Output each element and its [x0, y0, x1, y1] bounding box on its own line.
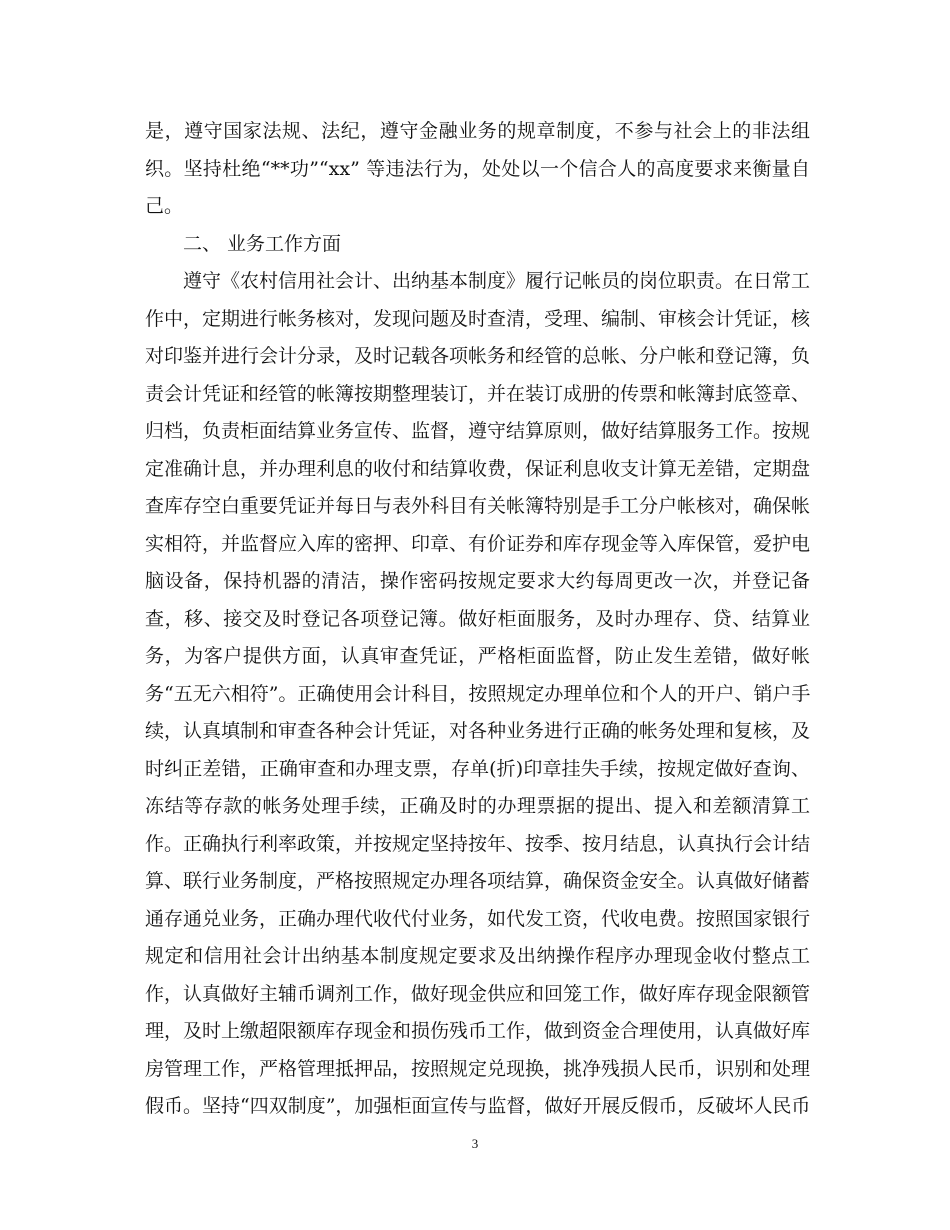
text-line: 房管理工作，严格管理抵押品，按照规定兑现换，挑净残损人民币，识别和处理 [145, 1057, 811, 1080]
text-line: 假币。坚持“四双制度”，加强柜面宣传与监督，做好开展反假币，反破坏人民币 [145, 1095, 811, 1117]
text-line: 定准确计息，并办理利息的收付和结算收费，保证利息收支计算无差错，定期盘 [145, 457, 811, 480]
body-text [145, 113, 810, 1126]
text-line: 遵守《农村信用社会计、出纳基本制度》履行记帐员的岗位职责。在日常工 [183, 270, 811, 292]
text-line: 责会计凭证和经管的帐簿按期整理装订，并在装订成册的传票和帐簿封底签章、 [145, 382, 811, 405]
page-number: 3 [471, 1136, 479, 1151]
text-line: 务“五无六相符”。正确使用会计科目，按照规定办理单位和个人的开户、销户手 [145, 682, 811, 705]
text-line: 算、联行业务制度，严格按照规定办理各项结算，确保资金安全。认真做好储蓄 [145, 870, 811, 892]
text-line: 规定和信用社会计出纳基本制度规定要求及出纳操作程序办理现金收付整点工 [145, 945, 810, 967]
text-line: 实相符，并监督应入库的密押、印章、有价证券和库存现金等入库保管，爱护电 [145, 532, 811, 555]
text-line: 查库存空白重要凭证并每日与表外科目有关帐簿特别是手工分户帐核对，确保帐 [145, 495, 811, 517]
text-line: 织。坚持杜绝“**功”“xx” 等违法行为，处处以一个信合人的高度要求来衡量自 [145, 157, 810, 180]
text-line: 务，为客户提供方面，认真审查凭证，严格柜面监督，防止发生差错，做好帐 [145, 645, 810, 667]
text-line: 己。 [145, 195, 184, 217]
text-line: 作，认真做好主辅币调剂工作，做好现金供应和回笼工作，做好库存现金限额管 [145, 982, 811, 1005]
text-line: 续，认真填制和审查各种会计凭证，对各种业务进行正确的帐务处理和复核，及 [145, 720, 811, 742]
text-line: 作中，定期进行帐务核对，发现问题及时查清，受理、编制、审核会计凭证，核 [145, 307, 811, 330]
text-line: 归档，负责柜面结算业务宣传、监督，遵守结算原则，做好结算服务工作。按规 [145, 420, 811, 442]
text-line: 冻结等存款的帐务处理手续，正确及时的办理票据的提出、提入和差额清算工 [145, 795, 810, 817]
text-line: 对印鉴并进行会计分录，及时记载各项帐务和经管的总帐、分户帐和登记簿，负 [145, 345, 811, 367]
text-line: 是，遵守国家法规、法纪，遵守金融业务的规章制度，不参与社会上的非法组 [145, 120, 810, 142]
text-line: 通存通兑业务，正确办理代收代付业务，如代发工资，代收电费。按照国家银行 [145, 907, 811, 930]
text-line: 作。正确执行利率政策，并按规定坚持按年、按季、按月结息，认真执行会计结 [145, 832, 811, 855]
text-line: 查，移、接交及时登记各项登记簿。做好柜面服务，及时办理存、贷、结算业 [145, 607, 810, 630]
text-line: 脑设备，保持机器的清洁，操作密码按规定要求大约每周更改一次，并登记备 [145, 570, 810, 592]
section-heading: 二、 业务工作方面 [183, 232, 342, 255]
text-line: 理，及时上缴超限额库存现金和损伤残币工作，做到资金合理使用，认真做好库 [145, 1020, 811, 1042]
text-line: 时纠正差错，正确审查和办理支票，存单(折)印章挂失手续，按规定做好查询、 [145, 757, 810, 780]
